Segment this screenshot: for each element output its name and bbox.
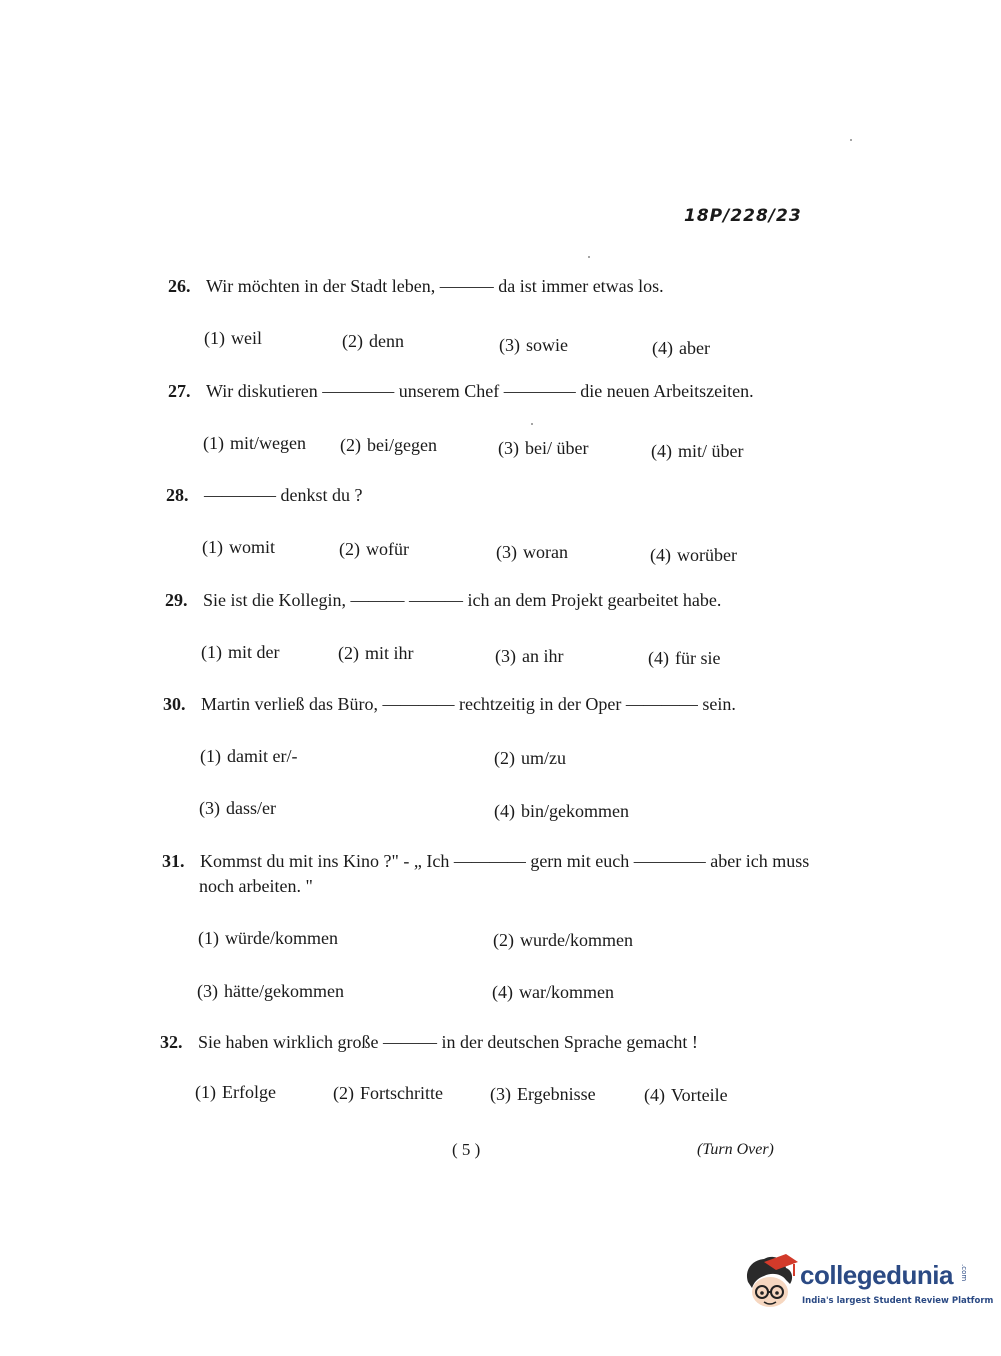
option-26-2: (2) denn xyxy=(342,331,404,351)
question-number: 26. xyxy=(168,276,191,296)
scan-speck xyxy=(588,256,590,258)
option-31-4: (4) war/kommen xyxy=(492,982,614,1002)
collegedunia-logo xyxy=(742,1252,994,1312)
option-29-4: (4) für sie xyxy=(648,648,721,668)
option-30-2: (2) um/zu xyxy=(494,748,566,768)
question-32 xyxy=(160,1032,698,1053)
question-text: Kommst du mit ins Kino ?" - „ Ich ———— gern mit euch ———— aber ich muss xyxy=(200,851,810,871)
option-28-3: (3) woran xyxy=(496,542,568,562)
question-text: Martin verließ das Büro, ———— rechtzeitig in der Oper ———— sein. xyxy=(201,694,736,714)
option-26-3: (3) sowie xyxy=(499,335,568,355)
option-27-3: (3) bei/ über xyxy=(498,438,589,458)
option-32-2: (2) Fortschritte xyxy=(333,1083,443,1103)
question-31 xyxy=(162,851,809,872)
question-number: 29. xyxy=(165,590,188,610)
option-29-3: (3) an ihr xyxy=(495,646,564,666)
option-27-2: (2) bei/gegen xyxy=(340,435,437,455)
option-26-1: (1) weil xyxy=(204,328,262,348)
option-30-3: (3) dass/er xyxy=(199,798,276,818)
option-30-1: (1) damit er/- xyxy=(200,746,298,766)
question-29 xyxy=(165,590,721,611)
question-number: 32. xyxy=(160,1032,183,1052)
option-28-4: (4) worüber xyxy=(650,545,737,565)
question-number: 30. xyxy=(163,694,186,714)
question-26 xyxy=(168,276,664,297)
question-text: ———— denkst du ? xyxy=(204,485,363,505)
question-text: Sie ist die Kollegin, ——— ——— ich an dem Projekt gearbeitet habe. xyxy=(203,590,722,610)
option-26-4: (4) aber xyxy=(652,338,710,358)
option-27-1: (1) mit/wegen xyxy=(203,433,306,453)
option-28-2: (2) wofür xyxy=(339,539,409,559)
option-29-1: (1) mit der xyxy=(201,642,280,662)
scan-speck xyxy=(531,423,533,425)
question-text: Wir möchten in der Stadt leben, ——— da ist immer etwas los. xyxy=(206,276,664,296)
option-29-2: (2) mit ihr xyxy=(338,643,414,663)
option-32-3: (3) Ergebnisse xyxy=(490,1084,596,1104)
option-28-1: (1) womit xyxy=(202,537,276,557)
logo-tagline: India's largest Student Review Platform xyxy=(802,1296,994,1306)
logo-domain-suffix: .com xyxy=(960,1264,968,1282)
option-31-3: (3) hätte/gekommen xyxy=(197,981,344,1001)
option-32-4: (4) Vorteile xyxy=(644,1085,728,1105)
scan-speck xyxy=(850,139,852,141)
paper-code: 18P/228/23 xyxy=(684,206,802,226)
question-28 xyxy=(166,485,362,506)
turn-over-note: (Turn Over) xyxy=(697,1141,774,1158)
question-27 xyxy=(168,381,754,402)
option-30-4: (4) bin/gekommen xyxy=(494,801,629,821)
question-number: 28. xyxy=(166,485,189,505)
question-number: 27. xyxy=(168,381,191,401)
logo-wordmark: collegedunia xyxy=(800,1260,953,1290)
option-31-1: (1) würde/kommen xyxy=(198,928,338,948)
option-32-1: (1) Erfolge xyxy=(195,1082,276,1102)
question-text: Wir diskutieren ———— unserem Chef ———— die neuen Arbeitszeiten. xyxy=(206,381,754,401)
option-27-4: (4) mit/ über xyxy=(651,441,744,461)
option-31-2: (2) wurde/kommen xyxy=(493,930,633,950)
page-number: ( 5 ) xyxy=(452,1140,481,1159)
question-number: 31. xyxy=(162,851,185,871)
question-30 xyxy=(163,694,736,715)
question-text: Sie haben wirklich große ——— in der deutschen Sprache gemacht ! xyxy=(198,1032,698,1052)
mascot-icon xyxy=(742,1252,798,1310)
question-text-continued: noch arbeiten. " xyxy=(199,876,313,896)
